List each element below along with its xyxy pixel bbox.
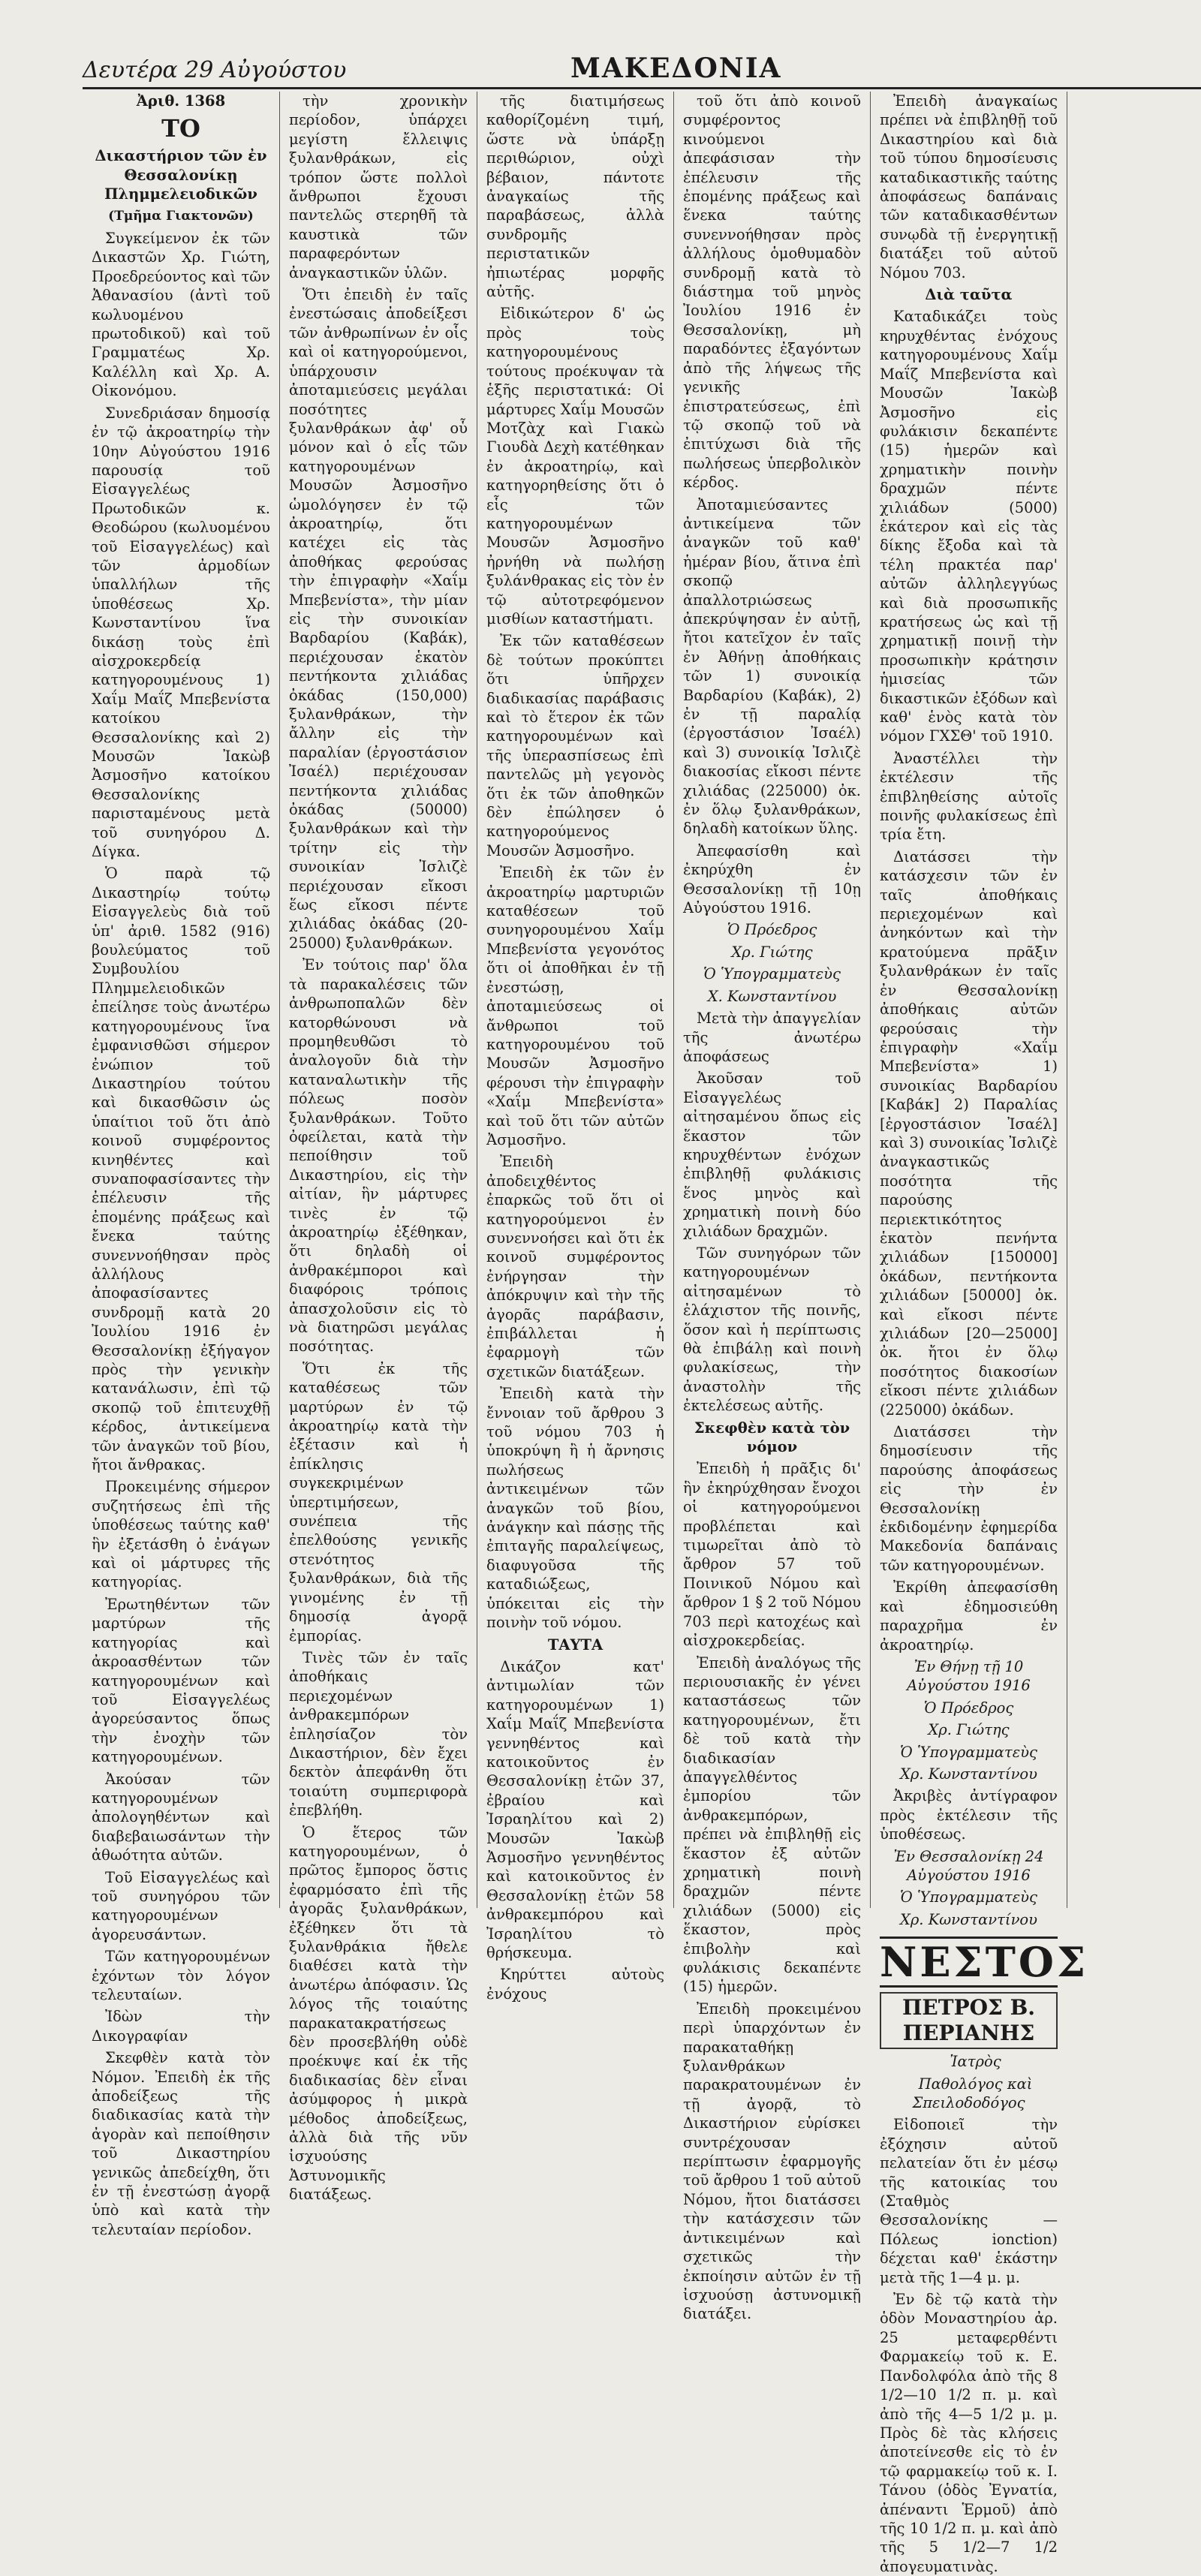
paragraph: Σκεφθὲν κατὰ τὸν Νόμον. Ἐπειδὴ ἐκ τῆς ἀποδείξεως τῆς διαδικασίας κατὰ τὴν ἀγορὰν καὶ πεποίθησιν τοῦ Δικαστηρίου γενικῶς ἀπεδείχθη, ὅτι ἐν τῇ ἐνεστώσῃ ἀγορᾷ ὑπὸ καὶ κατὰ τὴν τελευταίαν περίοδον.: [92, 2049, 270, 2238]
paragraph: Ἐν τούτοις παρ' ὅλα τὰ παρακαλέσεις τῶν ἀνθρωποπαλῶν δὲν κατορθώνουσι νὰ προμηθευθῶσι τὸ ἀναλογοῦν διὰ τὴν καταναλωτικὴν τῆς πόλεως ποσὸν ξυλανθράκων. Τοῦτο ὀφείλεται, κατὰ τὴν πεποίθησιν τοῦ Δικαστηρίου, εἰς τὴν αἰτίαν, ἣν μάρτυρες τινὲς ἐν τῷ ἀκροατηρίῳ ἐξέθηκαν, ὅτι δηλαδὴ οἱ ἀνθρακέμποροι καὶ διαφόροις τρόποις ἀπασχολοῦσιν εἰς τὸ νὰ διατηρῶσι μεγάλας ποσότητας.: [289, 956, 468, 1356]
paragraph: Ἀκούσαν τῶν κατηγορουμένων ἀπολογηθέντων καὶ διαβεβαιωσάντων τὴν ἀθωότητα αὐτῶν.: [92, 1770, 270, 1864]
column-4: [674, 92, 871, 2323]
paragraph: Συγκείμενον ἐκ τῶν Δικαστῶν Χρ. Γιώτη, Προεδρεύοντος καὶ τῶν Ἀθανασίου (ἀντὶ τοῦ κωλυομένου πρωτοδικοῦ) καὶ τοῦ Γραμματέως Χρ. Καλέλλη καὶ Χρ. Α. Οἰκονόμου.: [92, 230, 270, 400]
signature-name: Χρ. Γιώτης: [928, 1721, 1010, 1739]
paper-name: ΜΑΚΕΔΟΝΙΑ: [570, 53, 782, 84]
section-heading: ΤΑΥΤΑ: [547, 1636, 604, 1654]
column-5: [871, 92, 1089, 2575]
paragraph: Ἐπειδὴ κατὰ τὴν ἔννοιαν τοῦ ἄρθρου 3 τοῦ νόμου 703 ἡ ὑποκρύψη ἢ ἡ ἄρνησις πωλήσεως ἀντικειμένων τῶν ἀναγκῶν τοῦ βίου, ἀνάγκην καὶ πάσῃς τῆς ἐπιταγῆς παραλείψεως, διαφυγοῦσα τῆς καταδιώξεως, ὑπόκειται εἰς τὴν ποινὴν τοῦ νόμου.: [486, 1385, 664, 1632]
paragraph: Ἐκ τῶν καταθέσεων δὲ τούτων προκύπτει ὅτι ὑπῆρχεν διαδικασίας παράβασις καὶ τὸ ἕτερον ἐκ τῶν κατηγορουμένων καὶ τῆς ὑπερασπίσεως ἐπὶ παντελῶς μὴ γεγονὸς ὅτι ἐκ τῶν ἀποθηκῶν δὲν ἐπώλησεν ὁ κατηγορούμενος Μουσῶν Ἀσμοσῆνο.: [486, 632, 664, 859]
paragraph: Διατάσσει τὴν δημοσίευσιν τῆς παρούσης ἀποφάσεως εἰς τὴν ἐν Θεσσαλονίκῃ ἐκδιδομένην ἐφημερίδα Μακεδονία δαπάναις τῶν κατηγορουμένων.: [880, 1423, 1058, 1574]
signature-title: Ὁ Πρόεδρος: [727, 921, 817, 939]
court-name: Δικαστήριον τῶν ἐν Θεσσαλονίκῃ Πλημμελειοδικῶν: [95, 147, 267, 203]
decision-title: ΤΟ: [161, 114, 200, 143]
paragraph: Ἀκοῦσαν τοῦ Εἰσαγγελέως αἰτησαμένου ὅπως εἰς ἕκαστον τῶν κηρυχθέντων ἐνόχων ἐπιβληθῇ φυλάκισις ἕνος μηνὸς καὶ χρηματικὴ ποινὴ δύο χιλιάδων δραχμῶν.: [683, 1070, 861, 1240]
column-2: [280, 92, 477, 2204]
paragraph: Διατάσσει τὴν κατάσχεσιν τῶν ἐν ταῖς ἀποθήκαις περιεχομένων καὶ ἀνηκόντων καὶ τὴν κρατούμενα πρᾶξιν ξυλανθράκων ἐν ταῖς ἐν Θεσσαλονίκῃ ἀποθήκαις αὐτῶν φερούσαις τὴν ἐπιγραφὴν «Χαΐμ Μπεβενίστα» 1) συνοικίας Βαρδαρίου [Καβάκ] 2) Παραλίας [ἐργοστάσιον Ἰσαέλ] καὶ 3) συνοικίας Ἰσλιζὲ ἀναγκαστικῶς ποσότητα τῆς παρούσης περιεκτικότητος ἑκατὸν πενήντα χιλιάδων [150000] ὀκάδων, πεντήκοντα χιλιάδων [50000] ὀκ. καὶ εἴκοσι πέντε χιλιάδων [20—25000] ὀκ. ἤτοι ἐν ὅλῳ ποσότητος διακοσίων εἴκοσι πέντε χιλιάδων (225000) ὀκάδων.: [880, 847, 1058, 1419]
paragraph: Ἀκριβὲς ἀντίγραφον πρὸς ἐκτέλεσιν τῆς ὑποθέσεως.: [880, 1787, 1058, 1843]
paragraph: Συνεδριάσαν δημοσίᾳ ἐν τῷ ἀκροατηρίῳ τὴν 10ην Αὐγούστου 1916 παρουσίᾳ τοῦ Εἰσαγγελέως Πρωτοδικῶν κ. Θεοδώρου (κωλυομένου τοῦ Εἰσαγγελέως) καὶ τῶν ἀρμοδίων ὑπαλλήλων τῆς ὑποθέσεως Χρ. Κωνσταντίνου ἵνα δικάσῃ τοὺς ἐπὶ αἰσχροκερδείᾳ κατηγορουμένους 1) Χαΐμ Μαΐζ Μπεβενίστα κατοίκου Θεσσαλονίκης καὶ 2) Μουσῶν Ἰακὼβ Ἀσμοσῆνο κατοίκου Θεσσαλονίκης παρισταμένους μετὰ τοῦ συνηγόρου Δ. Δίγκα.: [92, 404, 270, 861]
paragraph: Ἐπειδὴ ἀναγκαίως πρέπει νὰ ἐπιβληθῇ τοῦ Δικαστηρίου καὶ διὰ τοῦ τύπου δημοσίευσις καταδικαστικῆς ταύτης ἀποφάσεως δαπάναις τῶν καταδικασθέντων συνῳδὰ τῇ ἐνεργητικῇ διατάξει τοῦ αὐτοῦ Νόμου 703.: [880, 92, 1058, 281]
paragraph: Τοῦ Εἰσαγγελέως καὶ τοῦ συνηγόρου τῶν κατηγορουμένων ἀγορευσάντων.: [92, 1868, 270, 1943]
signature-name: Χρ. Γιώτης: [731, 943, 813, 961]
paragraph: Ἐπειδὴ προκειμένου περὶ ὑπαρχόντων ἐν παρακαταθήκῃ ξυλανθράκων παρακρατουμένων ἐν τῇ ἀγορᾷ, τὸ Δικαστήριον εὑρίσκει συντρέχουσαν περίπτωσιν ἐφαρμογῆς τοῦ ἄρθρου 1 τοῦ αὐτοῦ Νόμου, ἤτοι διατάσσει τὴν κατάσχεσιν τῶν ἀντικειμένων καὶ σχετικῶς τὴν ἐκποίησιν αὐτῶν ἐν τῇ ἰσχυούσῃ ἀστυνομικῇ διατάξει.: [683, 2000, 861, 2323]
column-3: [477, 92, 674, 2003]
paragraph: Εἰδικώτερον δ' ὡς πρὸς τοὺς κατηγορουμένους τούτους προέκυψαν τὰ ἑξῆς περιστατικά: Οἱ μάρτυρες Χαΐμ Μουσῶν Μοτζὰχ καὶ Γιακὼ Γιουδὰ Δεχὴ κατέθηκαν ἐν ἀκροατηρίῳ, καὶ κατηγορηθείσης ὅτι ὁ εἷς τῶν κατηγορουμένων Μουσῶν Ἀσμοσῆνο ἠρνήθη νὰ πωλήσῃ ξυλάνθρακας εἰς τὸν ἐν τῷ αὐτοτρεφόμενον μισθίων καταστήματι.: [486, 305, 664, 627]
dateline: Ἐν Θεσσαλονίκῃ 24 Αὐγούστου 1916: [893, 1847, 1044, 1884]
paragraph: Δικάζον κατ' ἀντιμωλίαν τῶν κατηγορουμένων 1) Χαΐμ Μαΐζ Μπεβενίστα γεννηθέντος καὶ κατοικοῦντος ἐν Θεσσαλονίκῃ ἐτῶν 37, ἐβραίου καὶ Ἰσραηλίτου καὶ 2) Μουσῶν Ἰακὼβ Ἀσμοσῆνο γεννηθέντος καὶ κατοικοῦντος ἐν Θεσσαλονίκῃ ἐτῶν 58 ἀνθρακεμπόρου καὶ Ἰσραηλίτου τὸ θρήσκευμα.: [486, 1657, 664, 1961]
paragraph: Ὅτι ἐπειδὴ ἐν ταῖς ἐνεστώσαις ἀποδείξεσι τῶν ἀνθρωπίνων ἐν οἷς καὶ οἱ κατηγορούμενοι, ὑπάρχουσιν ἀποταμιεύσεις μεγάλαι ποσότητες ξυλανθράκων ἀφ' οὗ μόνον καὶ ὁ εἷς τῶν κατηγορουμένων Μουσῶν Ἀσμοσῆνο ὡμολόγησεν ἐν τῷ ἀκροατηρίῳ, ὅτι κατέχει εἰς τὰς ἀποθήκας φερούσας τὴν ἐπιγραφὴν «Χαΐμ Μπεβενίστα», τὴν μίαν εἰς τὴν συνοικίαν Βαρδαρίου (Καβάκ), περιέχουσαν ἑκατὸν πεντήκοντα χιλιάδας ὀκάδας (150,000) ξυλανθράκων, τὴν ἄλλην εἰς τὴν παραλίαν (ἐργοστάσιον Ἰσαέλ) περιέχουσαν πεντήκοντα χιλιάδας ὀκάδας (50000) ξυλανθράκων καὶ τὴν τρίτην εἰς τὴν συνοικίαν Ἰσλιζὲ περιέχουσαν εἴκοσι ἕως εἴκοσι πέντε χιλιάδας ὀκάδας (20-25000) ξυλανθράκων.: [289, 286, 468, 952]
paragraph: Ἀναστέλλει τὴν ἐκτέλεσιν τῆς ἐπιβληθείσης αὐτοῖς ποινῆς φυλακίσεως ἐπὶ τρία ἔτη.: [880, 749, 1058, 844]
section-heading: Διὰ ταῦτα: [925, 286, 1013, 304]
column-1: [83, 92, 280, 2238]
signature-title: Ὁ Πρόεδρος: [923, 1699, 1014, 1717]
signature-title: Ὁ Ὑπογραμματεὺς: [900, 1888, 1037, 1906]
paragraph: τῆς διατιμήσεως καθορίζομένη τιμή, ὥστε νὰ ὑπάρξῃ περιθώριον, οὐχὶ βέβαιον, πάντοτε ἀναγκαίως τῆς παραβάσεως, ἀλλὰ συνδρομῆς περιστατικῶν ἠπιωτέρας μορφῆς αὐτῆς.: [486, 92, 664, 301]
paragraph: Εἰδοποιεῖ τὴν ἐξόχησιν αὐτοῦ πελατείαν ὅτι ἐν μέσῳ τῆς κατοικίας του (Σταθμὸς Θεσσαλονίκης — Πόλεως ionction) δέχεται καθ' ἑκάστην μετὰ τῆς 1—4 μ. μ.: [880, 2116, 1058, 2286]
paragraph: Ἐν δὲ τῷ κατὰ τὴν ὁδὸν Μοναστηρίου ἀρ. 25 μεταφερθέντι Φαρμακείῳ τοῦ κ. Ε. Πανδολφόλα ἀπὸ τῆς 8 1/2—10 1/2 π. μ. καὶ ἀπὸ τῆς 4—5 1/2 μ. μ. Πρὸς δὲ τὰς κλήσεις ἀποτείνεσθε εἰς τὸ ἐν τῷ φαρμακείῳ τοῦ κ. Ι. Τάνου (ὁδὸς Ἐγνατία, ἀπέναντι Ἑρμοῦ) ἀπὸ τῆς 10 1/2 π. μ. καὶ ἀπὸ τῆς 5 1/2—7 1/2 ἀπογευματινὰς.: [880, 2291, 1058, 2575]
paragraph: Προκειμένης σήμερον συζητήσεως ἐπὶ τῆς ὑποθέσεως ταύτης καθ' ἣν ἐξετάσθη ὁ ἐνάγων καὶ οἱ μάρτυρες τῆς κατηγορίας.: [92, 1478, 270, 1591]
dateline: Ἐν Θήνῃ τῇ 10 Αὐγούστου 1916: [907, 1657, 1031, 1695]
masthead: [83, 51, 1201, 89]
ad-doctor-name: ΠΕΤΡΟΣ Β. ΠΕΡΙΑΝΗΣ: [880, 1992, 1058, 2049]
court-section: (Τμῆμα Γιακτονῶν): [108, 208, 254, 224]
signature-name: Χ. Κωνσταντίνου: [707, 987, 837, 1005]
paragraph: Ἰδὼν τὴν Δικογραφίαν: [92, 2008, 270, 2045]
signature-name: Χρ. Κωνσταντίνου: [899, 1910, 1038, 1928]
ad-headline: ΝΕΣΤΟΣ: [880, 1938, 1089, 1987]
column-6-cropped: [1067, 92, 1201, 1908]
issue-date: Δευτέρα 29 Αὐγούστου: [83, 57, 347, 83]
paragraph: Τῶν κατηγορουμένων ἐχόντων τὸν λόγον τελευταίων.: [92, 1948, 270, 2003]
paragraph: Μετὰ τὴν ἀπαγγελίαν τῆς ἀνωτέρω ἀποφάσεως: [683, 1010, 861, 1065]
paragraph: τὴν χρονικὴν περίοδον, ὑπάρχει μεγίστη ἔλλειψις ξυλανθράκων, εἰς τρόπον ὥστε πολλοὶ ἄνθρωποι ἔχουσι παντελῶς στερηθῆ τὰ καυστικὰ τῶν παραφερόντων ἀναγκαστικῶν ὑλῶν.: [289, 92, 468, 281]
ad-role: Ἰατρὸς: [950, 2053, 1001, 2071]
ad-specialty: Παθολόγος καὶ Σπειλοδοδόγος: [912, 2075, 1033, 2111]
signature-title: Ὁ Ὑπογραμματεὺς: [900, 1743, 1037, 1761]
paragraph: Ὅτι ἐκ τῆς καταθέσεως τῶν μαρτύρων ἐν τῷ ἀκροατηρίῳ κατὰ τὴν ἐξέτασιν καὶ ἡ ἐπίκλησις συγκεκριμένων ὑπερτιμήσεων, συνέπεια τῆς ἐπελθούσης γενικῆς στενότητος ξυλανθράκων, διὰ τῆς γινομένης ἐν τῇ δημοσίᾳ ἀγορᾷ ἐμπορίας.: [289, 1359, 468, 1645]
signature-name: Χρ. Κωνσταντίνου: [899, 1765, 1038, 1783]
paragraph: Ἐκρίθη ἀπεφασίσθη καὶ ἐδημοσιεύθη παραχρῆμα ἐν ἀκροατηρίῳ.: [880, 1578, 1058, 1654]
paragraph: Κηρύττει αὐτοὺς ἐνόχους: [486, 1966, 664, 2003]
paragraph: Ὁ παρὰ τῷ Δικαστηρίῳ τούτῳ Εἰσαγγελεὺς διὰ τοῦ ὑπ' ἀριθ. 1582 (916) βουλεύματος τοῦ Συμβουλίου Πλημμελειοδικῶν ἐπείλησε τοὺς ἀνωτέρω κατηγορουμένους ἵνα ἐμφανισθῶσι σήμερον ἐνώπιον τοῦ Δικαστηρίου τούτου καὶ δικασθῶσιν ὡς ὑπαίτιοι τοῦ ὅτι ἀπὸ κοινοῦ συμφέροντος κινηθέντες καὶ συναποφασίσαντες τὴν ἐπέλευσιν τῆς ἐπομένης πράξεως καὶ ἔνεκα ταύτης συνεννοήθησαν πρὸς ἀλλήλους ἀποφασίσαντες συνδρομῇ κατὰ 20 Ἰουλίου 1916 ἐν Θεσσαλονίκῃ ἐξήγαγον πρὸς τὴν γενικὴν κατανάλωσιν, ἐπὶ τῷ σκοπῷ τοῦ ἐπιτευχθῇ κέρδος, ἀντικείμενα τῶν ἀναγκῶν τοῦ βίου, ἤτοι ἄνθρακας.: [92, 865, 270, 1474]
paragraph: Ὁ ἕτερος τῶν κατηγορουμένων, ὁ πρῶτος ἔμπορος ὅστις ἐφαρμόσατο ἐπὶ τῆς ἀγορᾶς ξυλανθράκων, ἐξέθηκεν ὅτι τὰ ξυλανθράκια ἤθελε διαθέσει κατὰ τὴν ἀνωτέρω ἀπόφασιν. Ὡς λόγος τῆς τοιαύτης παρακατακρατήσεως δὲν προσεβλήθη οὐδὲ προέκυψε καί ἐκ τῆς διαδικασίας δὲν εἶναι ἀσύμφορος ἡ μικρὰ μέθοδος ἀποδείξεως, ἀλλὰ διὰ τῆς νῦν ἰσχυούσης Ἀστυνομικῆς διατάξεως.: [289, 1823, 468, 2204]
decision-number: Ἀριθ. 1368: [136, 92, 226, 110]
paragraph: Καταδικάζει τοὺς κηρυχθέντας ἐνόχους κατηγορουμένους Χαΐμ Μαΐζ Μπεβενίστα καὶ Μουσῶν Ἰακὼβ Ἀσμοσῆνο εἰς φυλάκισιν δεκαπέντε (15) ἡμερῶν καὶ χρηματικὴν ποινὴν δραχμῶν πέντε χιλιάδων (5000) ἑκάτερον καὶ εἰς τὰς δίκης ἔξοδα καὶ τὰ τέλη πρακτέα παρ' αὐτῶν ἀλληλεγγύως καὶ διὰ προσωπικῆς κρατήσεως ὡς καὶ τῇ χρηματικῇ ποινῇ τὴν προσωπικὴν κράτησιν ἡμισείας τῶν δικαστικῶν ἐξόδων καὶ καθ' ἑνὸς κατὰ τὸν νόμον ΓΧΣΘ' τοῦ 1910.: [880, 308, 1058, 745]
paragraph: Ἐρωτηθέντων τῶν μαρτύρων τῆς κατηγορίας καὶ ἀκροασθέντων τῶν κατηγορουμένων καὶ τοῦ Εἰσαγγελέως ἀγορεύσαντος ὅπως τὴν ἐνοχὴν τῶν κατηγορουμένων.: [92, 1595, 270, 1766]
paragraph: Ἐπειδὴ ἀναλόγως τῆς περιουσιακῆς ἐν γένει καταστάσεως τῶν κατηγορουμένων, ἔτι δὲ τοῦ κατὰ τὴν διαδικασίαν ἀπαγγελθέντος ἐμπορίου τῶν ἀνθρακεμπόρων, πρέπει νὰ ἐπιβληθῇ εἰς ἕκαστον ἐξ αὐτῶν χρηματικὴ ποινὴ δραχμῶν πέντε χιλιάδων (5000) εἰς ἕκαστον, πρὸς ἐπιβολὴν καὶ φυλάκισις δεκαπέντε (15) ἡμερῶν.: [683, 1654, 861, 1996]
paragraph: τοῦ ὅτι ἀπὸ κοινοῦ συμφέροντος κινούμενοι ἀπεφάσισαν τὴν ἐπέλευσιν τῆς ἐπομένης πράξεως καὶ ἕνεκα ταύτης συνεννοήθησαν πρὸς ἀλλήλους ὁμοθυμαδὸν συνδρομῇ κατὰ τὸ διάστημα τοῦ μηνὸς Ἰουλίου 1916 ἐν Θεσσαλονίκῃ, μὴ παραδόντες ἐξαγόντων ἀπὸ τῆς λήψεως τῆς γενικῆς ἐπιστρατεύσεως, ἐπὶ τῷ σκοπῷ τοῦ νὰ ἐπιτύχωσι διὰ τῆς πωλήσεως ὑπερβολικὸν κέρδος.: [683, 92, 861, 492]
paragraph: Τινὲς τῶν ἐν ταῖς ἀποθήκαις περιεχομένων ἀνθρακεμπόρων ἐπλησίαζον τὸν Δικαστήριον, δὲν ἔχει δεκτὸν ἀπεφάνθη ὅτι τοιαύτη συμπεριφορὰ ἐπεβλήθη.: [289, 1648, 468, 1819]
paragraph: Τῶν συνηγόρων τῶν κατηγορουμένων αἰτησαμένων τὸ ἐλάχιστον τῆς ποινῆς, ὅσον καὶ ἡ περίπτωσις θὰ ἐπιβάλῃ καὶ ποινὴ φυλακίσεως, τὴν ἀναστολὴν τῆς ἐκτελέσεως αὐτῆς.: [683, 1244, 861, 1415]
paragraph: Ἐπειδὴ ἡ πρᾶξις δι' ἣν ἐκηρύχθησαν ἔνοχοι οἱ κατηγορούμενοι προβλέπεται καὶ τιμωρεῖται ἀπὸ τὸ ἄρθρον 57 τοῦ Ποινικοῦ Νόμου καὶ ἄρθρον 1 § 2 τοῦ Νόμου 703 περὶ κατοχέως καὶ αἰσχροκερδείας.: [683, 1460, 861, 1650]
paragraph: Ἀπεφασίσθη καὶ ἐκηρύχθη ἐν Θεσσαλονίκῃ τῇ 10ῃ Αὐγούστου 1916.: [683, 841, 861, 917]
paragraph: Ἐπειδὴ ἀποδειχθέντος ἐπαρκῶς τοῦ ὅτι οἱ κατηγορούμενοι ἐν συνεννοήσει καὶ ὅτι ἐκ κοινοῦ συμφέροντος ἐνήργησαν τὴν ἀπόκρυψιν καὶ τὴν τῆς ἀγορᾶς παράβασιν, ἐπιβάλλεται ἡ ἐφαρμογὴ τῶν σχετικῶν διατάξεων.: [486, 1153, 664, 1380]
section-heading: Σκεφθὲν κατὰ τὸν νόμον: [694, 1419, 850, 1456]
signature-title: Ὁ Ὑπογραμματεὺς: [703, 965, 841, 983]
paragraph: Ἀποταμιεύσαντες ἀντικείμενα τῶν ἀναγκῶν τοῦ καθ' ἡμέραν βίου, ἅτινα ἐπὶ σκοπῷ ἀπαλλοτριώσεως ἀπεκρύψησαν ἐν αὐτῇ, ἤτοι κατεῖχον ἐν ταῖς ἐν Ἀθήνῃ ἀποθήκαις τῶν 1) συνοικίᾳ Βαρδαρίου (Καβάκ), 2) ἐν τῇ παραλίᾳ (ἐργοστάσιον Ἰσαέλ) καὶ 3) συνοικίᾳ Ἰσλιζὲ διακοσίας εἴκοσι πέντε χιλιάδας (225000) ὀκ. ἐν ὅλῳ ξυλανθράκων, δηλαδὴ κατοίκων ὕλης.: [683, 495, 861, 838]
paragraph: Ἐπειδὴ ἐκ τῶν ἐν ἀκροατηρίῳ μαρτυριῶν καταθέσεων τοῦ συνηγορουμένου Χαΐμ Μπεβενίστα γεγονότος ὅτι οἱ ἀποθῆκαι ἐν τῇ ἐνεστώσῃ, ἀποταμιεύσεως οἱ ἄνθρωποι τοῦ κατηγορουμένου τοῦ Μουσῶν Ἀσμοσῆνο φέρουσι τὴν ἐπιγραφὴν «Χαΐμ Μπεβενίστα» καὶ τοῦ ὅτι τῶν αὐτῶν Ἀσμοσῆνο.: [486, 864, 664, 1148]
